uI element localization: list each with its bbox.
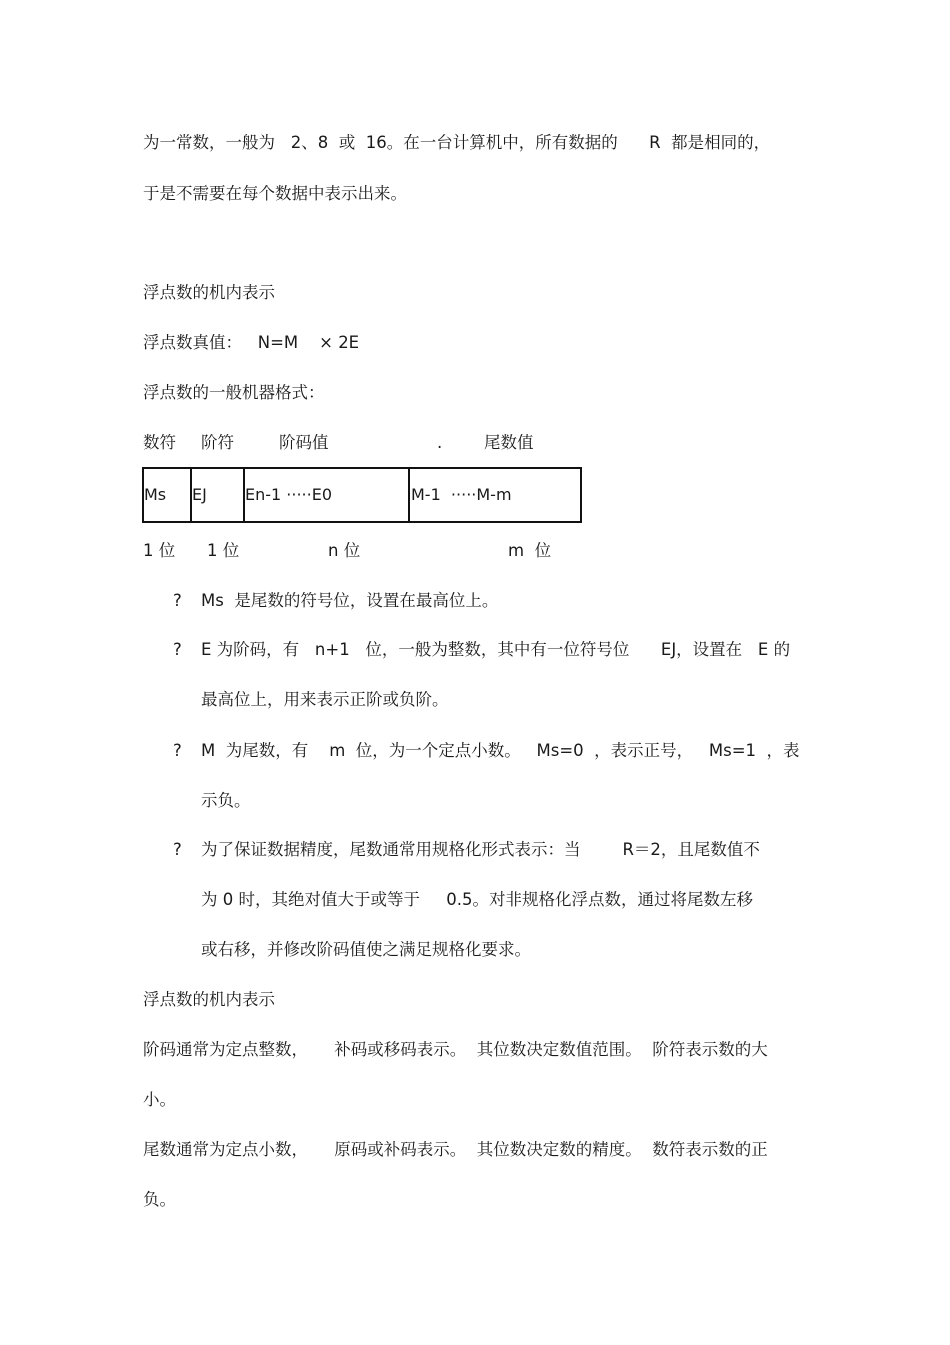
width-exponent-sign: 1 位	[207, 541, 240, 560]
bullet-text: 示负。	[201, 791, 251, 810]
bullet-mark: ?	[173, 640, 182, 659]
width-sign: 1 位	[143, 541, 176, 560]
bullet-mark: ?	[173, 591, 182, 610]
format-heading: 浮点数的一般机器格式：	[143, 383, 325, 402]
bullet-text: 为 0 时，其绝对值大于或等于 0.5。对非规格化浮点数，通过将尾数左移	[201, 890, 753, 909]
width-exponent: n 位	[328, 541, 361, 560]
bullet-text: M 为尾数，有 m 位，为一个定点小数。 Ms=0 ，表示正号， Ms=1 ，表	[201, 741, 800, 760]
paragraph-exponent: 阶码通常为定点整数， 补码或移码表示。 其位数决定数值范围。 阶符表示数的大	[143, 1040, 768, 1059]
paragraph-exponent-cont: 小。	[143, 1090, 176, 1109]
true-value-formula: 浮点数真值： N=M × 2E	[143, 333, 360, 352]
label-sign: 数符	[143, 433, 176, 452]
bullet-text: Ms 是尾数的符号位，设置在最高位上。	[201, 591, 499, 610]
label-mantissa-value: 尾数值	[484, 433, 534, 452]
bullet-text: 或右移，并修改阶码值使之满足规格化要求。	[201, 940, 531, 959]
section-heading: 浮点数的机内表示	[143, 283, 275, 302]
label-exponent-value: 阶码值	[279, 433, 329, 452]
bullet-text: 最高位上，用来表示正阶或负阶。	[201, 690, 449, 709]
intro-line-1: 为一常数，一般为 2、8 或 16。在一台计算机中，所有数据的 R 都是相同的，	[143, 133, 771, 152]
cell-mantissa-text: M-1 ·····M-m	[411, 485, 512, 504]
section-heading-2: 浮点数的机内表示	[143, 990, 275, 1009]
bullet-text: E 为阶码，有 n+1 位，一般为整数，其中有一位符号位 EJ，设置在 E 的	[201, 640, 791, 659]
cell-ms-text: Ms	[144, 485, 167, 504]
intro-line-2: 于是不需要在每个数据中表示出来。	[143, 184, 407, 203]
width-mantissa: m 位	[508, 541, 552, 560]
cell-exponent-text: En-1 ·····E0	[245, 485, 333, 504]
bullet-text: 为了保证数据精度，尾数通常用规格化形式表示：当 R＝2，且尾数值不	[201, 840, 760, 859]
bullet-mark: ?	[173, 741, 182, 760]
bullet-mark: ?	[173, 840, 182, 859]
label-exponent-sign: 阶符	[201, 433, 234, 452]
paragraph-mantissa-cont: 负。	[143, 1190, 176, 1209]
paragraph-mantissa: 尾数通常为定点小数， 原码或补码表示。 其位数决定数的精度。 数符表示数的正	[143, 1140, 768, 1159]
cell-ej-text: EJ	[192, 485, 207, 504]
label-point: .	[437, 433, 443, 452]
